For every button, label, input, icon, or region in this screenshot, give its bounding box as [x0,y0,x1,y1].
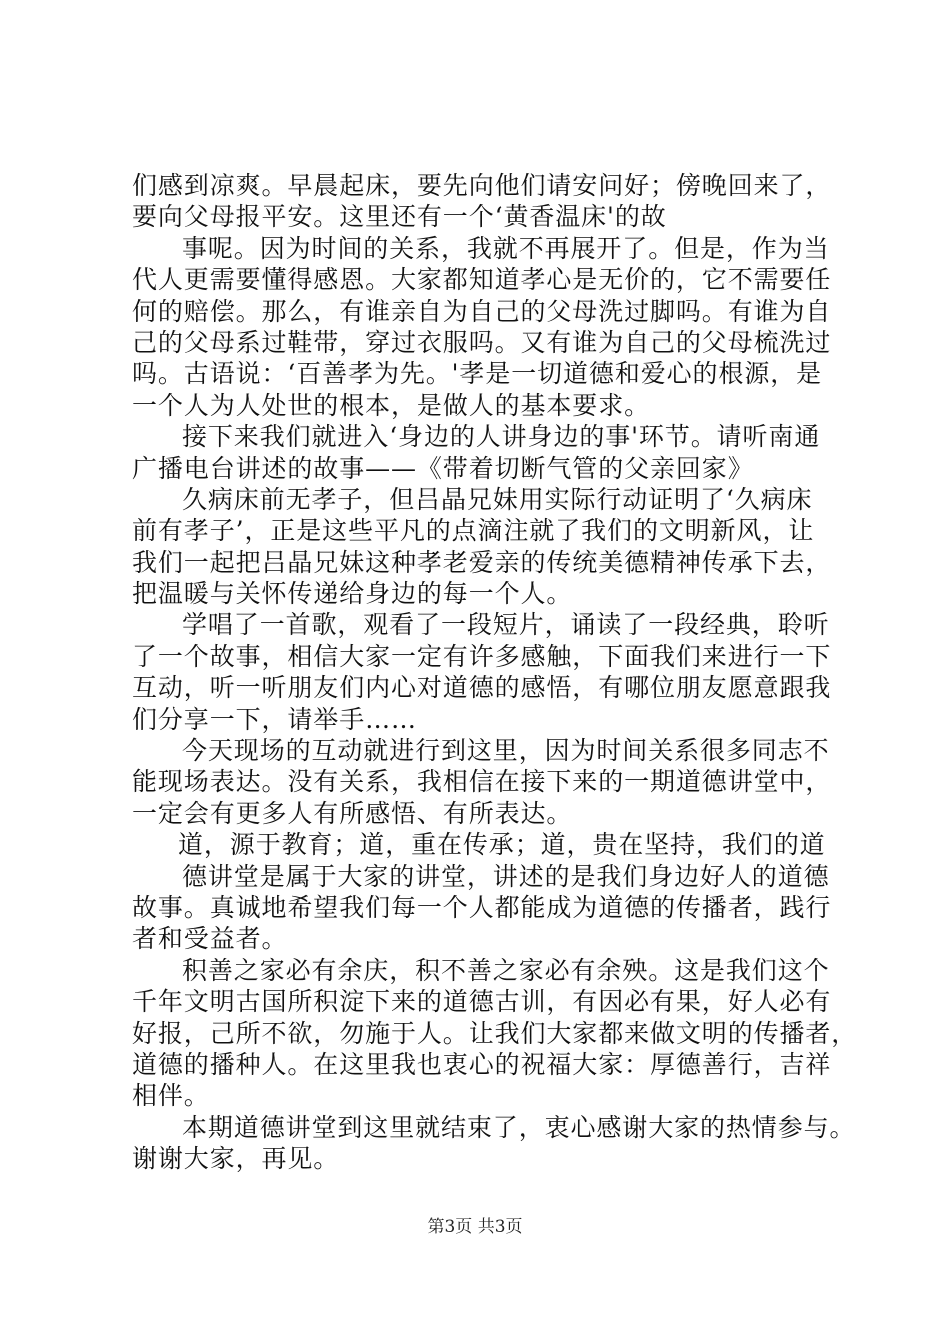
text-line-27: 千年文明古国所积淀下来的道德古训，有因必有果，好人必有 [132,987,832,1017]
text-line-14: 把温暖与关怀传递给身边的每一个人。 [132,579,573,609]
text-line-30: 相伴。 [132,1081,210,1111]
text-line-11: 久病床前无孝子，但吕晶兄妹用实际行动证明了‘久病床 [182,484,813,514]
text-line-15: 学唱了一首歌，观看了一段短片，诵读了一段经典，聆听 [182,610,830,640]
text-line-21: 一定会有更多人有所感悟、有所表达。 [132,798,573,828]
text-line-7: 吗。古语说：‘百善孝为先。'孝是一切道德和爱心的根源，是 [132,359,823,389]
text-line-9: 接下来我们就进入‘身边的人讲身边的事'环节。请听南通 [182,422,821,452]
document-body [132,170,858,1175]
text-line-2: 要向父母报平安。这里还有一个‘黄香温床'的故 [132,202,667,232]
text-line-25: 者和受益者。 [132,924,288,954]
text-line-26: 积善之家必有余庆，积不善之家必有余殃。这是我们这个 [182,955,830,985]
text-line-13: 我们一起把吕晶兄妹这种孝老爱亲的传统美德精神传承下去， [132,547,832,577]
text-line-10: 广播电台讲述的故事——《带着切断气管的父亲回家》 [132,453,754,483]
text-line-31: 本期道德讲堂到这里就结束了，衷心感谢大家的热情参与。 [182,1112,856,1142]
text-line-20: 能现场表达。没有关系，我相信在接下来的一期道德讲堂中， [132,767,832,797]
page-number-footer: 第3页 共3页 [427,1217,523,1237]
text-line-29: 道德的播种人。在这里我也衷心的祝福大家：厚德善行，吉祥 [132,1049,832,1079]
text-line-23: 德讲堂是属于大家的讲堂，讲述的是我们身边好人的道德 [182,861,830,891]
text-line-22: 道，源于教育；道，重在传承；道，贵在坚持，我们的道 [178,830,826,860]
text-line-1: 们感到凉爽。早晨起床，要先向他们请安问好；傍晚回来了， [132,171,832,200]
text-line-6: 己的父母系过鞋带，穿过衣服吗。又有谁为自己的父母梳洗过 [132,327,832,357]
text-line-12: 前有孝子’，正是这些平凡的点滴注就了我们的文明新风，让 [132,516,815,546]
text-line-32: 谢谢大家，再见。 [132,1144,340,1174]
text-line-3: 事呢。因为时间的关系，我就不再展开了。但是，作为当 [182,233,830,263]
text-line-4: 代人更需要懂得感恩。大家都知道孝心是无价的，它不需要任 [132,265,832,295]
text-line-28: 好报，己所不欲，勿施于人。让我们大家都来做文明的传播者， [132,1018,858,1048]
text-line-5: 何的赔偿。那么，有谁亲自为自己的父母洗过脚吗。有谁为自 [132,296,832,326]
text-line-8: 一个人为人处世的根本，是做人的基本要求。 [132,390,651,420]
text-line-16: 了一个故事，相信大家一定有许多感触，下面我们来进行一下 [132,641,832,671]
text-line-17: 互动，听一听朋友们内心对道德的感悟，有哪位朋友愿意跟我 [132,673,832,703]
text-line-19: 今天现场的互动就进行到这里，因为时间关系很多同志不 [182,736,830,766]
text-line-18: 们分享一下，请举手…… [132,704,417,734]
text-line-24: 故事。真诚地希望我们每一个人都能成为道德的传播者，践行 [132,892,832,922]
